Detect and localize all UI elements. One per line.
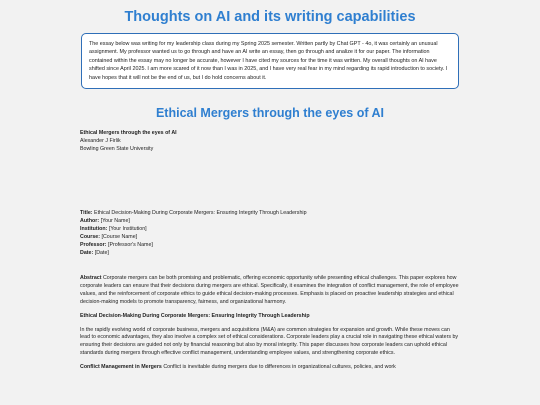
abstract-label: Abstract: [80, 275, 102, 281]
conflict-paragraph: [80, 364, 460, 372]
meta-title-label: Title:: [80, 210, 93, 216]
page-title: Thoughts on AI and its writing capabilities: [124, 9, 416, 25]
meta-date-value: [Date]: [94, 249, 109, 256]
intro-note-box: [81, 33, 459, 89]
meta-course-label: Course:: [80, 233, 101, 240]
meta-institution-label: Institution:: [80, 225, 108, 232]
abstract-text: Corporate mergers can be both promising and problematic, offering economic opportunity while presenting ethical challenges. This paper explores how corporate leaders can ensure that their decisions during mergers are ethical. Specifically, it examines the integration of conflict management, the role of employee values, and the reinforcement of corporate ethics to guide ethical decision-making processes. Emphasis is placed on proactive leadership strategies and ethical decision-making models to promote transparency, fairness, and organizational harmony.: [80, 275, 459, 305]
meta-institution-line: [80, 226, 460, 234]
intro-note-text: The essay below was writing for my leadership class during my Spring 2025 semester. Written partly by Chat GPT - 4o, it was certainly an unusual assignment. My professor wanted us to go through and have an AI write an essay, then go through and analize it for our paper. The information contained within the essay may no longer be accurate, however I have cited my sources for the time it was written. My overall thoughts on AI have shifted since April 2025. I am more scared of it now than I was in 2025, and I have very real fear in my mind regarding its rapid introduction to society. I have hopes that it will not be the end of us, but I do hold concerns about it.: [89, 41, 448, 81]
meta-date-line: [80, 250, 460, 258]
conflict-text: Conflict is inevitable during mergers due to differences in organizational cultures, policies, and work: [163, 364, 396, 371]
essay-header-title: Ethical Mergers through the eyes of AI: [80, 130, 177, 136]
meta-professor-label: Professor:: [80, 241, 107, 248]
meta-author-label: Author:: [80, 217, 100, 224]
essay-meta-block: [80, 210, 460, 257]
meta-date-label: Date:: [80, 249, 94, 256]
meta-author-value: [Your Name]: [100, 217, 130, 224]
essay-header-school: Bowling Green State University: [80, 145, 154, 152]
essay-header-author: Alexander J Firlik: [80, 137, 121, 144]
meta-author-line: [80, 218, 460, 226]
abstract-paragraph: [80, 275, 460, 307]
meta-professor-line: [80, 242, 460, 250]
essay-heading: Ethical Mergers through the eyes of AI: [155, 106, 385, 120]
meta-title-line: [80, 210, 460, 218]
conflict-label: Conflict Management in Mergers: [80, 364, 162, 371]
meta-course-value: [Course Name]: [101, 233, 138, 240]
meta-professor-value: [Professor's Name]: [107, 241, 153, 248]
meta-course-line: [80, 234, 460, 242]
essay-body: [80, 275, 460, 378]
meta-institution-value: [Your Institution]: [108, 225, 147, 232]
essay-header-block: [80, 130, 460, 154]
meta-title-value: Ethical Decision-Making During Corporate Mergers: Ensuring Integrity Through Leadership: [94, 210, 307, 216]
section-title: Ethical Decision-Making During Corporate Mergers: Ensuring Integrity Through Leadership: [80, 312, 310, 319]
section-paragraph: In the rapidly evolving world of corporate business, mergers and acquisitions (M&A) are common strategies for expansion and growth. While these moves can lead to economic advantages, they also involve a complex set of ethical considerations. Corporate leaders play a crucial role in navigating these ethical waters by ensuring their decisions are guided not only by financial reasoning but also by moral integrity. This paper discusses how corporate leaders can uphold ethical standards during mergers through effective conflict management, understanding employee values, and strengthening corporate ethics.: [80, 326, 459, 357]
